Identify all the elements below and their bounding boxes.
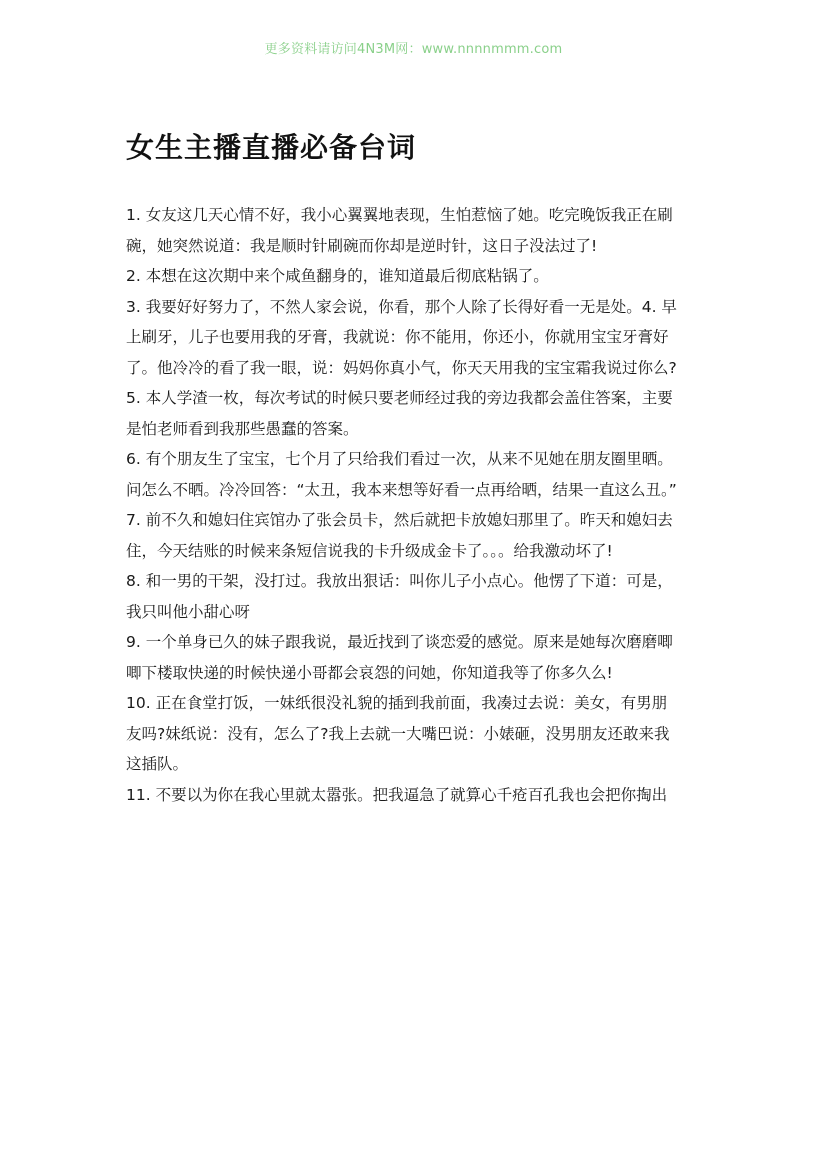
header-banner: 更多资料请访问4N3M网：www.nnnnmmm.com [264, 42, 563, 57]
text-line: 7. 前不久和媳妇住宾馆办了张会员卡，然后就把卡放媳妇那里了。昨天和媳妇去 [126, 511, 673, 529]
text-line: 我只叫他小甜心呀 [126, 602, 251, 621]
text-line: 8. 和一男的干架，没打过。我放出狠话：叫你儿子小点心。他愣了下道：可是， [126, 572, 673, 590]
text-line: 问怎么不晒。冷冷回答：“太丑，我本来想等好看一点再给晒，结果一直这么丑。” [126, 480, 677, 499]
text-line: 11. 不要以为你在我心里就太嚣张。把我逼急了就算心千疮百孔我也会把你掏出 [126, 785, 668, 804]
text-line: 是怕老师看到我那些愚蠢的答案。 [126, 419, 359, 438]
text-line: 这插队。 [126, 755, 189, 773]
text-line: 3. 我要好好努力了，不然人家会说，你看，那个人除了长得好看一无是处。4. 早 [126, 297, 677, 316]
page-title: 女生主播直播必备台词 [126, 131, 417, 164]
text-line: 6. 有个朋友生了宝宝，七个月了只给我们看过一次，从来不见她在朋友圈里晒。 [126, 450, 673, 468]
text-line: 10. 正在食堂打饭，一妹纸很没礼貌的插到我前面，我凑过去说：美女，有男朋 [126, 694, 668, 712]
text-line: 碗，她突然说道：我是顺时针刷碗而你却是逆时针，这日子没法过了! [126, 236, 598, 255]
document-body [126, 200, 704, 810]
text-line: 1. 女友这几天心情不好，我小心翼翼地表现，生怕惹恼了她。吃完晚饭我正在刷 [126, 206, 673, 224]
text-line: 友吗?妹纸说：没有，怎么了?我上去就一大嘴巴说：小婊砸，没男朋友还敢来我 [126, 724, 670, 743]
text-line: 住，今天结账的时候来条短信说我的卡升级成金卡了。。。给我激动坏了! [126, 541, 613, 560]
text-line: 5. 本人学渣一枚，每次考试的时候只要老师经过我的旁边我都会盖住答案，主要 [126, 389, 673, 407]
text-line: 了。他冷冷的看了我一眼，说：妈妈你真小气，你天天用我的宝宝霜我说过你么? [126, 358, 677, 377]
text-line: 上刷牙，儿子也要用我的牙膏，我就说：你不能用，你还小，你就用宝宝牙膏好 [126, 328, 669, 346]
text-line: 9. 一个单身已久的妹子跟我说，最近找到了谈恋爱的感觉。原来是她每次磨磨唧 [126, 633, 673, 651]
text-line: 唧下楼取快递的时候快递小哥都会哀怨的问她，你知道我等了你多久么! [126, 663, 613, 682]
text-line: 2. 本想在这次期中来个咸鱼翻身的，谁知道最后彻底粘锅了。 [126, 267, 549, 285]
